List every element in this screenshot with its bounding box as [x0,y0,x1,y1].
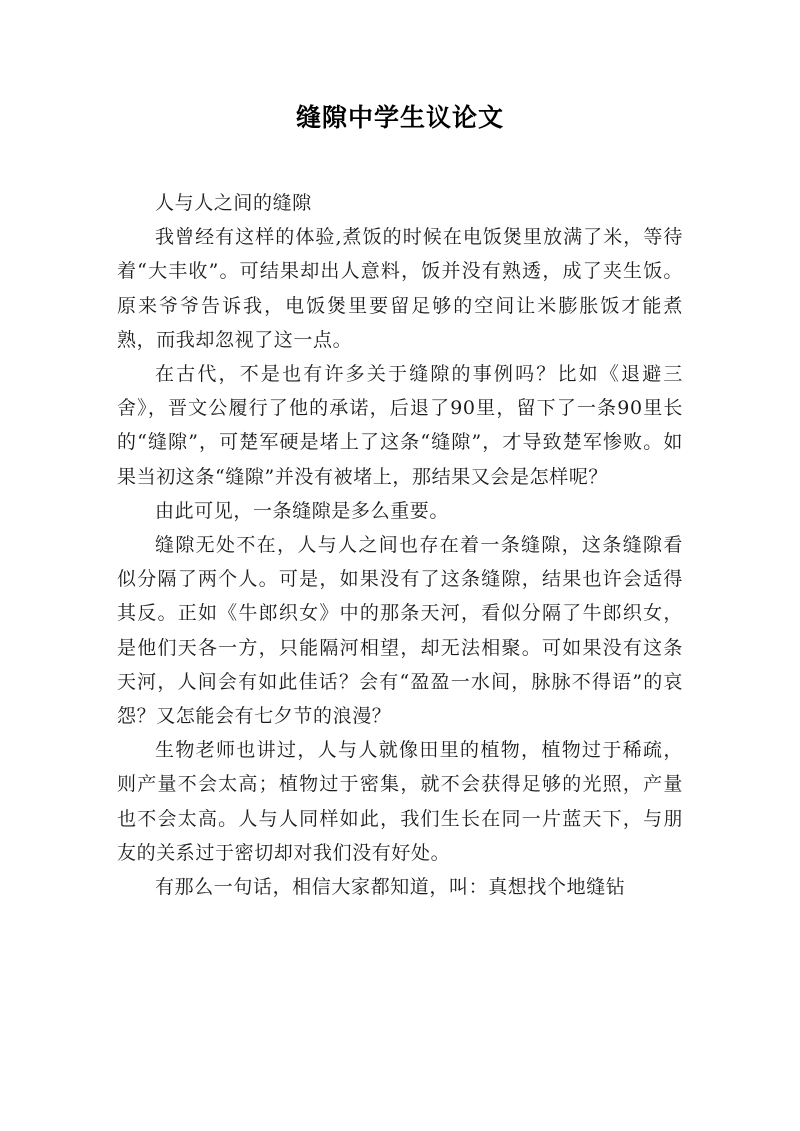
paragraph-rice-cooker: 我曾经有这样的体验,煮饭的时候在电饭煲里放满了米，等待着“大丰收”。可结果却出人意料，饭并没有熟透，成了夹生饭。原来爷爷告诉我，电饭煲里要留足够的空间让米膨胀饭才能煮熟，而我却忽视了这一点。 [117,226,683,351]
paragraph-conclusion: 由此可见，一条缝隙是多么重要。 [155,499,450,522]
document-body [117,186,683,904]
document-title: 缝隙中学生议论文 [295,103,504,132]
paragraph-ancient-example: 在古代，不是也有许多关于缝隙的事例吗？比如《退避三舍》，晋文公履行了他的承诺，后退了90里，留下了一条90里长的“缝隙”，可楚军硬是堵上了这条“缝隙”，才导致楚军惨败。如果当初这条“缝隙”并没有被堵上，那结果又会是怎样呢？ [117,363,683,488]
paragraph-biology: 生物老师也讲过，人与人就像田里的植物，植物过于稀疏，则产量不会太高；植物过于密集，就不会获得足够的光照，产量也不会太高。人与人同样如此，我们生长在同一片蓝天下，与朋友的关系过于密切却对我们没有好处。 [117,739,683,864]
paragraph-saying: 有那么一句话，相信大家都知道，叫：真想找个地缝钻 [155,876,626,899]
paragraph-cowherd-weaver: 缝隙无处不在，人与人之间也存在着一条缝隙，这条缝隙看似分隔了两个人。可是，如果没有了这条缝隙，结果也许会适得其反。正如《牛郎织女》中的那条天河，看似分隔了牛郎织女，是他们天各一方，只能隔河相望，却无法相聚。可如果没有这条天河，人间会有如此佳话？会有“盈盈一水间，脉脉不得语”的哀怨？又怎能会有七夕节的浪漫？ [117,534,683,728]
paragraph-subtitle: 人与人之间的缝隙 [155,192,312,214]
